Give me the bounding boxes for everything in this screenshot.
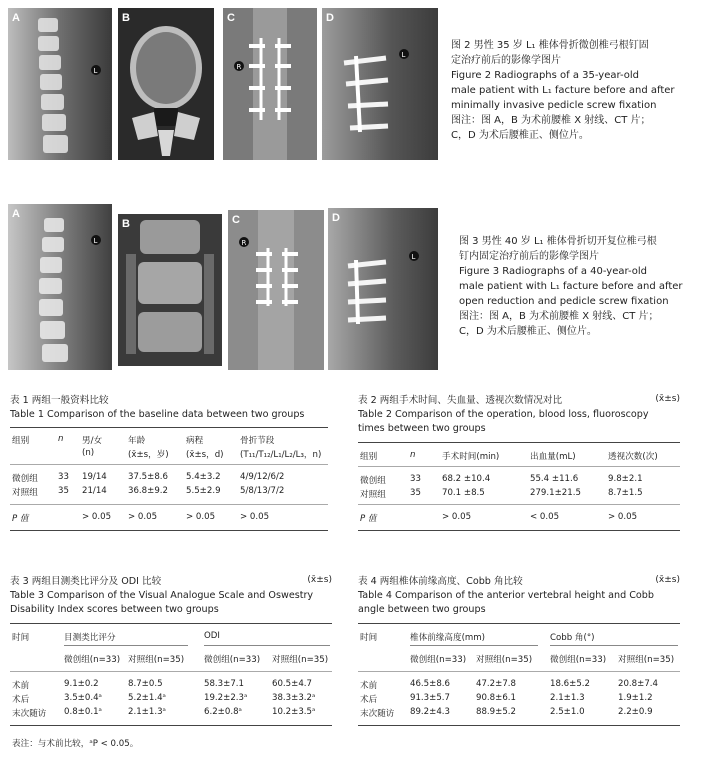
- table-cell: > 0.05: [186, 512, 216, 522]
- table-cell: 5.5±2.9: [186, 486, 221, 496]
- ct-axial-image: [118, 8, 214, 160]
- header-cell: 时间: [12, 633, 30, 643]
- table-cell: 2.2±0.9: [618, 707, 653, 717]
- table-title-en: Table 3 Comparison of the Visual Analogue Scale and Oswestry: [10, 590, 314, 601]
- table-cell: 37.5±8.6: [128, 472, 169, 482]
- table-cell: 2.1±1.3ᵃ: [128, 707, 166, 717]
- table-cell: > 0.05: [608, 512, 638, 522]
- table-cell: 46.5±8.6: [410, 679, 451, 689]
- lateral-spine-screws-image: [328, 208, 438, 370]
- lateral-spine-screws-image: [322, 8, 438, 160]
- table-cell: > 0.05: [128, 512, 158, 522]
- header-cell: Cobb 角(°): [550, 633, 595, 643]
- table-cell: 55.4 ±11.6: [530, 474, 579, 484]
- table-cell: 60.5±4.7: [272, 679, 313, 689]
- table-cell: 88.9±5.2: [476, 707, 517, 717]
- bottom-rule: [10, 725, 332, 726]
- header-cell: 椎体前缘高度(mm): [410, 633, 486, 643]
- table-cell: 3.5±0.4ᵃ: [64, 693, 102, 703]
- table-cell: 58.3±7.1: [204, 679, 245, 689]
- caption-line: 定治疗前后的影像学图片: [451, 55, 561, 66]
- table-cell: 4/9/12/6/2: [240, 472, 285, 482]
- group-rule: [410, 645, 538, 646]
- subheader-cell: (x̄±s，d): [186, 450, 224, 460]
- table-cell: 47.2±7.8: [476, 679, 517, 689]
- table-title-cn: 表 2 两组手术时间、失血量、透视次数情况对比: [358, 395, 563, 406]
- subheader-cell: (n): [82, 448, 95, 458]
- table-2: [358, 394, 680, 544]
- row-rule: [358, 504, 680, 505]
- svg-text:L: L: [401, 51, 406, 59]
- caption-line: C，D 为术后腰椎正、侧位片。: [451, 130, 589, 141]
- table-cell: 对照组: [12, 488, 38, 498]
- header-rule: [10, 464, 328, 465]
- p-value-label: P 值: [360, 514, 377, 524]
- header-rule: [10, 671, 332, 672]
- table-cell: 279.1±21.5: [530, 488, 581, 498]
- table-cell: 90.8±6.1: [476, 693, 517, 703]
- table-cell: 9.1±0.2: [64, 679, 99, 689]
- table-cell: 21/14: [82, 486, 107, 496]
- header-rule: [358, 671, 680, 672]
- table-cell: 36.8±9.2: [128, 486, 169, 496]
- panel-label: D: [326, 12, 334, 24]
- table-cell: 2.1±1.3: [550, 693, 585, 703]
- table-cell: 6.2±0.8ᵃ: [204, 707, 242, 717]
- table-cell: 末次随访: [360, 709, 395, 719]
- caption-line: 图注：图 A，B 为术前腰椎 X 射线、CT 片；: [451, 115, 651, 126]
- table-cell: 20.8±7.4: [618, 679, 659, 689]
- table-cell: > 0.05: [240, 512, 270, 522]
- table-title-en: Table 2 Comparison of the operation, blood loss, fluoroscopy: [358, 409, 649, 420]
- header-cell: 时间: [360, 633, 378, 643]
- table-cell: 8.7±1.5: [608, 488, 643, 498]
- table-title-en: Disability Index scores between two groups: [10, 604, 219, 615]
- bottom-rule: [358, 725, 680, 726]
- subheader-cell: 微创组(n=33): [204, 655, 261, 665]
- panel-label: C: [232, 214, 240, 226]
- table-4: [358, 575, 680, 745]
- header-cell: n: [58, 434, 64, 444]
- table-cell: 35: [58, 486, 69, 496]
- panel-label: B: [122, 12, 130, 24]
- caption-line: 图 2 男性 35 岁 L₁ 椎体骨折微创椎弓根钉固: [451, 40, 649, 51]
- header-cell: 出血量(mL): [530, 452, 576, 462]
- table-cell: 0.8±0.1ᵃ: [64, 707, 102, 717]
- subheader-cell: (T₁₁/T₁₂/L₁/L₂/L₃，n): [240, 450, 322, 460]
- figure-3-images: [0, 204, 440, 370]
- figure-3-caption: [459, 234, 699, 339]
- panel-label: B: [122, 218, 130, 230]
- figure-2-panel-d: [322, 8, 438, 160]
- mean-sd-label: (x̄±s): [307, 575, 332, 585]
- figure-2-panel-a: [8, 8, 112, 160]
- table-cell: 19.2±2.3ᵃ: [204, 693, 248, 703]
- figure-3-panel-c: [228, 210, 324, 370]
- table-cell: 1.9±1.2: [618, 693, 653, 703]
- table-cell: 68.2 ±10.4: [442, 474, 491, 484]
- lateral-spine-xray-image: [8, 204, 112, 370]
- table-cell: 术前: [360, 681, 378, 691]
- subheader-cell: 对照组(n=35): [272, 655, 329, 665]
- svg-text:R: R: [241, 239, 247, 247]
- table-cell: 末次随访: [12, 709, 47, 719]
- ap-spine-screws-image: [228, 210, 324, 370]
- caption-line: minimally invasive pedicle screw fixation: [451, 100, 657, 111]
- table-cell: 35: [410, 488, 421, 498]
- table-title-cn: 表 1 两组一般资料比较: [10, 395, 109, 406]
- table-1: [10, 394, 328, 554]
- header-cell: 骨折节段: [240, 436, 275, 446]
- svg-text:L: L: [93, 67, 98, 75]
- table-title-en: angle between two groups: [358, 604, 486, 615]
- table-title-cn: 表 3 两组目测类比评分及 ODI 比较: [10, 576, 162, 587]
- subheader-cell: 对照组(n=35): [476, 655, 533, 665]
- header-cell: 手术时间(min): [442, 452, 500, 462]
- table-cell: 33: [58, 472, 69, 482]
- table-cell: > 0.05: [82, 512, 112, 522]
- header-cell: n: [410, 450, 416, 460]
- table-cell: 术前: [12, 681, 30, 691]
- table-cell: 18.6±5.2: [550, 679, 591, 689]
- table-cell: 微创组: [360, 476, 386, 486]
- figure-2-panel-c: [223, 8, 317, 160]
- table-note: 表注：与术前比较，ᵃP < 0.05。: [12, 739, 139, 749]
- header-cell: 病程: [186, 436, 204, 446]
- header-cell: 年龄: [128, 436, 146, 446]
- table-cell: 9.8±2.1: [608, 474, 643, 484]
- subheader-cell: 微创组(n=33): [64, 655, 121, 665]
- caption-line: Figure 3 Radiographs of a 40-year-old: [459, 266, 648, 277]
- figure-2-images: [0, 0, 440, 160]
- table-cell: 10.2±3.5ᵃ: [272, 707, 316, 717]
- table-cell: 91.3±5.7: [410, 693, 451, 703]
- group-rule: [550, 645, 678, 646]
- svg-text:L: L: [93, 237, 98, 245]
- table-title-en: times between two groups: [358, 423, 486, 434]
- table-cell: 8.7±0.5: [128, 679, 163, 689]
- figure-2-caption: [451, 38, 699, 143]
- caption-line: male patient with L₁ facture before and after: [459, 281, 683, 292]
- table-cell: 5.2±1.4ᵃ: [128, 693, 166, 703]
- lateral-spine-xray-image: [8, 8, 112, 160]
- group-rule: [204, 645, 330, 646]
- subheader-cell: 微创组(n=33): [410, 655, 467, 665]
- table-cell: 70.1 ±8.5: [442, 488, 485, 498]
- panel-label: A: [12, 12, 20, 24]
- figure-3-panel-b: [118, 214, 222, 366]
- svg-text:L: L: [411, 253, 416, 261]
- table-cell: 19/14: [82, 472, 107, 482]
- ap-spine-screws-image: [223, 8, 317, 160]
- header-rule: [358, 466, 680, 467]
- header-cell: 组别: [12, 436, 30, 446]
- table-cell: 微创组: [12, 474, 38, 484]
- figure-2-panel-b: [118, 8, 214, 160]
- figure-3-panel-d: [328, 208, 438, 370]
- table-cell: 对照组: [360, 490, 386, 500]
- bottom-rule: [10, 530, 328, 531]
- header-cell: 透视次数(次): [608, 452, 658, 462]
- table-title-cn: 表 4 两组椎体前缘高度、Cobb 角比较: [358, 576, 523, 587]
- figure-3-panel-a: [8, 204, 112, 370]
- top-rule: [358, 623, 680, 624]
- header-cell: 组别: [360, 452, 378, 462]
- panel-label: A: [12, 208, 20, 220]
- table-3: [10, 575, 332, 755]
- top-rule: [358, 442, 680, 443]
- table-cell: 术后: [360, 695, 378, 705]
- header-cell: 男/女: [82, 436, 103, 446]
- top-rule: [10, 623, 332, 624]
- subheader-cell: 对照组(n=35): [618, 655, 675, 665]
- caption-line: Figure 2 Radiographs of a 35-year-old: [451, 70, 640, 81]
- table-cell: 38.3±3.2ᵃ: [272, 693, 316, 703]
- bottom-rule: [358, 530, 680, 531]
- caption-line: male patient with L₁ facture before and after: [451, 85, 675, 96]
- caption-line: 图 3 男性 40 岁 L₁ 椎体骨折切开复位椎弓根: [459, 236, 657, 247]
- table-cell: 2.5±1.0: [550, 707, 585, 717]
- subheader-cell: 对照组(n=35): [128, 655, 185, 665]
- p-value-label: P 值: [12, 514, 29, 524]
- panel-label: C: [227, 12, 235, 24]
- caption-line: 钉内固定治疗前后的影像学图片: [459, 251, 599, 262]
- header-cell: 目测类比评分: [64, 633, 116, 643]
- table-title-en: Table 4 Comparison of the anterior vertebral height and Cobb: [358, 590, 654, 601]
- table-cell: < 0.05: [530, 512, 560, 522]
- table-cell: 89.2±4.3: [410, 707, 451, 717]
- ct-coronal-image: [118, 214, 222, 366]
- mean-sd-label: (x̄±s): [655, 575, 680, 585]
- row-rule: [10, 504, 328, 505]
- caption-line: 图注：图 A，B 为术前腰椎 X 射线、CT 片；: [459, 311, 659, 322]
- subheader-cell: (x̄±s，岁): [128, 450, 169, 460]
- table-cell: 5/8/13/7/2: [240, 486, 285, 496]
- subheader-cell: 微创组(n=33): [550, 655, 607, 665]
- svg-text:R: R: [236, 63, 242, 71]
- top-rule: [10, 427, 328, 428]
- header-cell: ODI: [204, 631, 220, 641]
- table-cell: 33: [410, 474, 421, 484]
- mean-sd-label: (x̄±s): [655, 394, 680, 404]
- table-cell: 5.4±3.2: [186, 472, 221, 482]
- panel-label: D: [332, 212, 340, 224]
- table-cell: 术后: [12, 695, 30, 705]
- group-rule: [64, 645, 188, 646]
- caption-line: C，D 为术后腰椎正、侧位片。: [459, 326, 597, 337]
- table-title-en: Table 1 Comparison of the baseline data between two groups: [10, 409, 305, 420]
- caption-line: open reduction and pedicle screw fixation: [459, 296, 669, 307]
- table-cell: > 0.05: [442, 512, 472, 522]
